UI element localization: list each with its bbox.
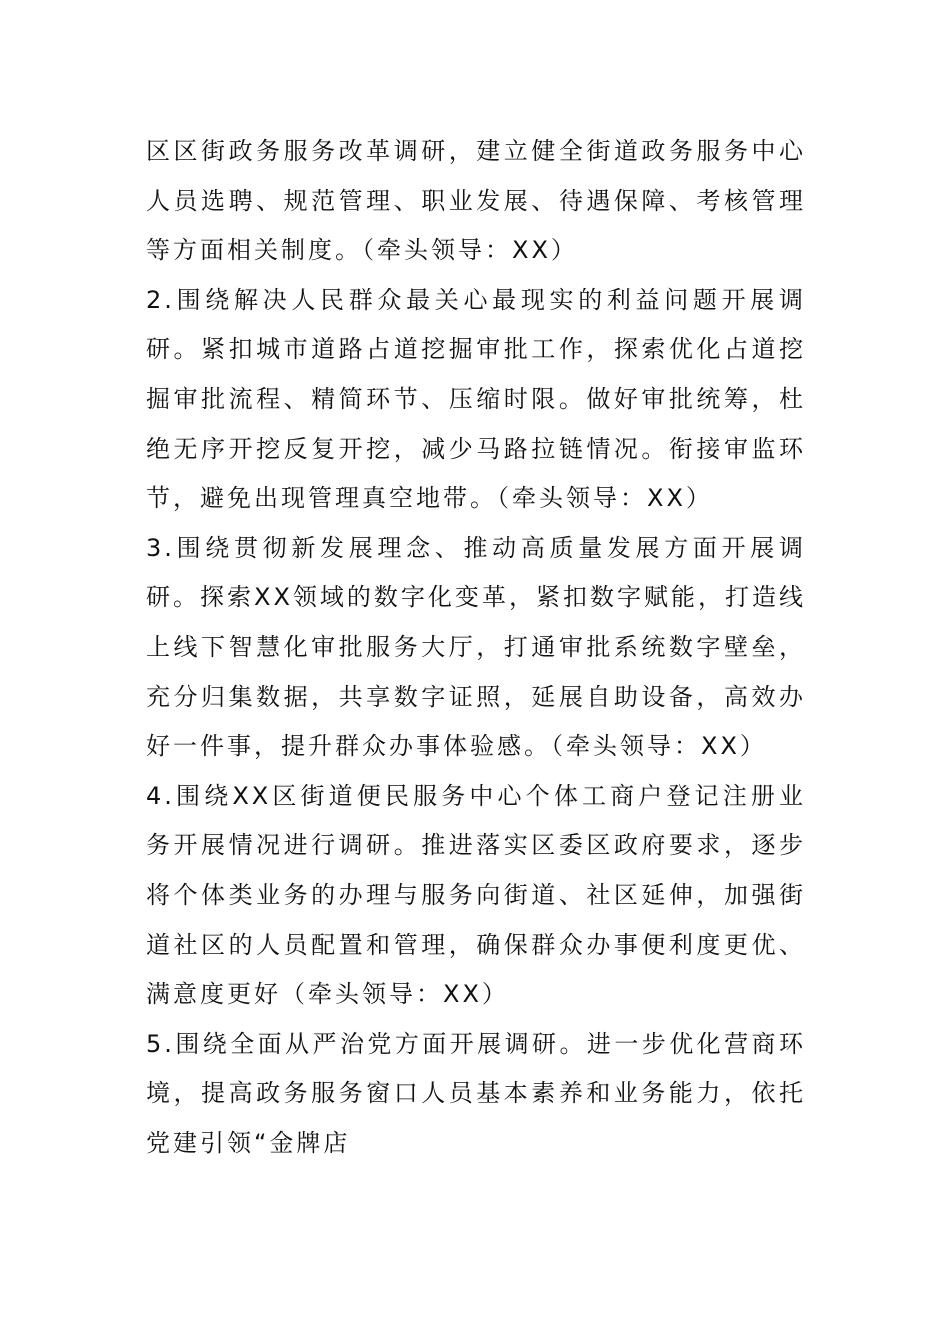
paragraph-item-3: 3.围绕贯彻新发展理念、推动高质量发展方面开展调研。探索XX领域的数字化变革，紧扣数字赋能，打造线上线下智慧化审批服务大厅，打通审批系统数字壁垒，充分归集数据，共享数字证照，延展自助设备，高效办好一件事，提升群众办事体验感。（牵头领导：XX） (146, 533, 806, 761)
paragraph-continuation: 区区街政务服务改革调研，建立健全街道政务服务中心人员选聘、规范管理、职业发展、待遇保障、考核管理等方面相关制度。（牵头领导：XX） (146, 137, 806, 265)
body-text (146, 127, 806, 1168)
paragraph-item-5: 5.围绕全面从严治党方面开展调研。进一步优化营商环境，提高政务服务窗口人员基本素养和业务能力，依托党建引领“金牌店 (146, 1029, 806, 1157)
paragraph-item-2: 2.围绕解决人民群众最关心最现实的利益问题开展调研。紧扣城市道路占道挖掘审批工作，探索优化占道挖掘审批流程、精简环节、压缩时限。做好审批统筹，杜绝无序开挖反复开挖，减少马路拉链情况。衔接审监环节，避免出现管理真空地带。（牵头领导：XX） (146, 285, 806, 513)
paragraph-item-4: 4.围绕XX区街道便民服务中心个体工商户登记注册业务开展情况进行调研。推进落实区委区政府要求，逐步将个体类业务的办理与服务向街道、社区延伸，加强街道社区的人员配置和管理，确保群众办事便利度更优、满意度更好（牵头领导：XX） (146, 781, 806, 1009)
